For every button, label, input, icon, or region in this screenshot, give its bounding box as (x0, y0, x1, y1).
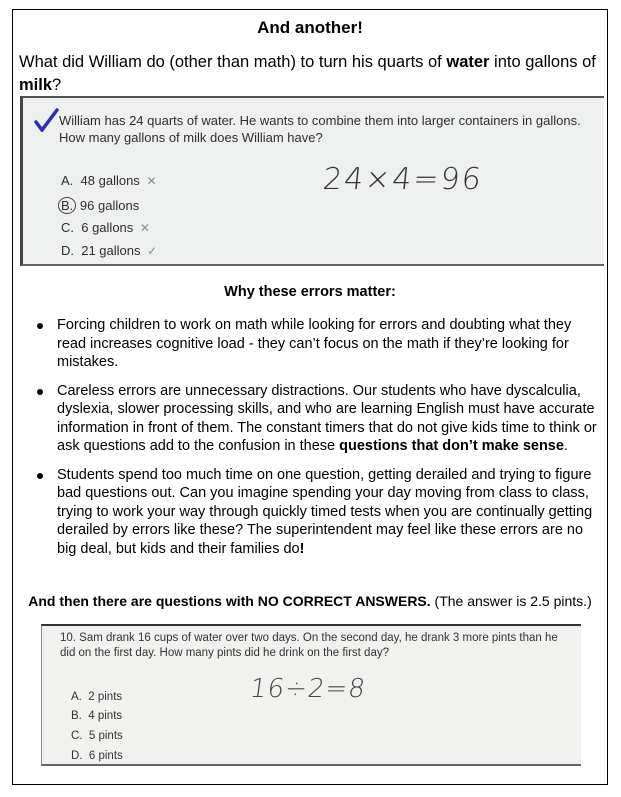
option-letter: D. (71, 750, 83, 762)
checkmark-icon (33, 108, 59, 132)
intro-question (19, 51, 603, 97)
bullet-bold-text: questions that don’t make sense (339, 438, 564, 454)
check-mark-icon: ✓ (147, 244, 158, 258)
document-page (12, 9, 608, 785)
bullet-text: Forcing children to work on math while looking for errors and doubting what they read increases cognitive load - they can’t focus on the math if they’re looking for mistakes. (57, 317, 572, 370)
option-letter: D. (61, 243, 74, 258)
question-suffix: ? (52, 76, 62, 94)
option-letter: A. (61, 173, 74, 188)
question-bold-milk: milk (19, 76, 53, 94)
problem-1-option (61, 197, 139, 214)
problem-2-option (71, 750, 123, 762)
problem-1-option (61, 173, 157, 188)
option-letter: C. (61, 220, 74, 235)
list-item (35, 316, 597, 372)
handwritten-work: 24×4=96 (321, 162, 485, 197)
problem-2-stem: 10. Sam drank 16 cups of water over two days. On the second day, he drank 3 more pints than he did on the first day. How many pints did he drink on the first day? (60, 632, 558, 659)
problem-2-option (71, 730, 123, 742)
bullet-text: Students spend too much time on one question, getting derailed and trying to figure bad questions out. Can you imagine spending your day moving from class to class, trying to work your way through quickly timed tests when you are continually getting derailed by errors like these? The superintendent may feel like these errors are no big deal, but kids and their families do (57, 466, 593, 557)
option-text: 2 pints (88, 691, 123, 703)
question-prefix: What did William do (other than math) to turn his quarts of (19, 53, 447, 71)
option-text: 5 pints (88, 730, 123, 742)
note-text: (The answer is 2.5 pints.) (430, 593, 592, 609)
problem-photo-2 (41, 624, 581, 766)
bullet-icon (37, 473, 43, 479)
option-text: 96 gallons (79, 198, 140, 213)
problem-2-option (71, 691, 122, 703)
option-text: 21 gallons (81, 243, 141, 258)
bullet-icon (37, 323, 43, 329)
option-text: 6 gallons (81, 220, 134, 235)
option-letter: C. (71, 730, 83, 742)
problem-1-stem: William has 24 quarts of water. He wants to combine them into larger containers in gallons. How many gallons of milk does William have? (59, 113, 581, 145)
option-text: 6 pints (88, 750, 123, 762)
option-letter: B. (71, 710, 82, 722)
option-text: 4 pints (88, 710, 123, 722)
bullet-text-end: . (563, 438, 568, 454)
problem-2-option (71, 710, 122, 722)
question-bold-water: water (446, 53, 490, 71)
note-bold: And then there are questions with NO CORRECT ANSWERS. (28, 593, 431, 609)
question-middle: into gallons of (489, 53, 596, 71)
problem-1-option (61, 220, 150, 235)
cross-mark-icon: ✕ (139, 221, 150, 235)
section-heading: Why these errors matter: (224, 284, 396, 300)
cross-mark-icon: ✕ (146, 174, 157, 188)
no-correct-answers-note (13, 593, 607, 609)
option-text: 48 gallons (80, 173, 140, 188)
option-letter: B. (61, 198, 74, 213)
problem-photo-1 (20, 96, 604, 266)
list-item (35, 382, 597, 456)
bullet-text: Careless errors are unnecessary distractions. Our students who have dyscalculia, dyslexia, slower processing skills, and who are learning English must have accurate information in front of them. The constant timers that do not give kids time to think or ask questions add to the confusion in these (57, 382, 597, 454)
circled-option-letter (58, 197, 76, 214)
problem-1-option (61, 243, 157, 258)
errors-bullet-list (35, 316, 597, 568)
list-item (35, 466, 597, 559)
handwritten-work: 16÷2=8 (247, 674, 368, 704)
option-letter: A. (71, 691, 82, 703)
bullet-icon (37, 389, 43, 395)
page-title: And another! (257, 18, 363, 37)
bullet-bold-text: ! (299, 540, 305, 557)
